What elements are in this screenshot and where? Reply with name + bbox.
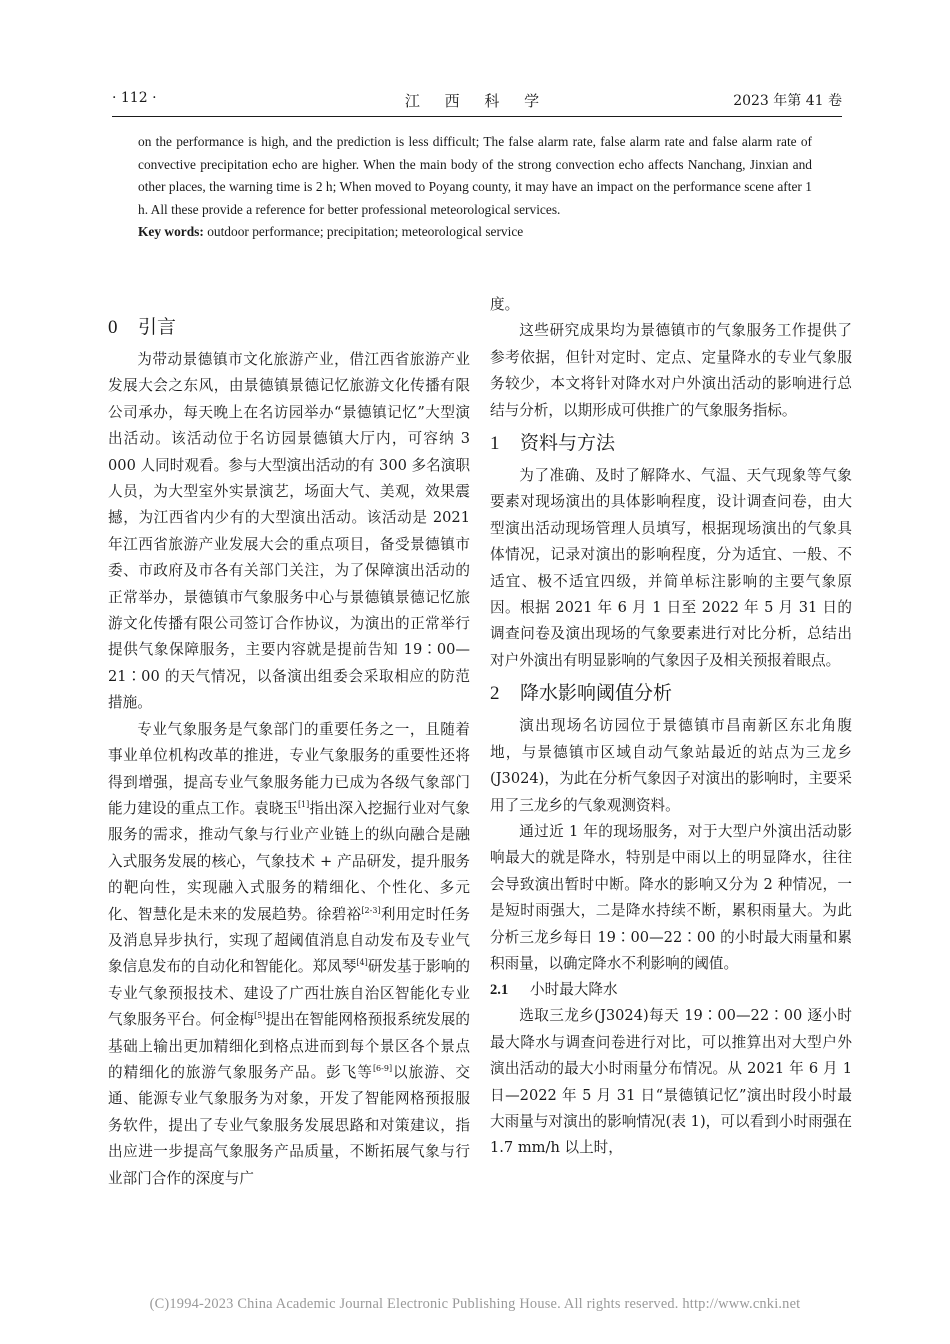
section-number: 0 [108,317,118,338]
citation[interactable]: [5] [254,1011,266,1021]
text-run: 利用定时任务及消息异步执行，实现了超阈值消息自动发布及专业气象信息发布的自动化和智能化。郑凤琴 [108,905,470,976]
paragraph: 通过近 1 年的现场服务，对于大型户外演出活动影响最大的就是降水，特别是中雨以上的明显降水，往往会导致演出暂时中断。降水的影响又分为 2 种情况，一是短时雨强大，二是降水持续不断，累积雨量大。为此分析三龙乡每日 19∶00—22∶00 的小时最大雨量和累积雨量，以确定降水不利影响的阈值。 [490,822,852,972]
journal-title: 江 西 科 学 [404,92,550,110]
text-run: 专业气象服务是气象部门的重要任务之一，且随着事业单位机构改革的推进，专业气象服务的重要性还将得到增强，提高专业气象服务能力已成为各级气象部门能力建设的重点工作。袁晓玉 [108,720,470,817]
paragraph: 选取三龙乡(J3024)每天 19∶00—22∶00 逐小时最大降水与调查问卷进行对比，可以推算出对大型户外演出活动的最大小时雨量分布情况。从 2021 年 6 月 1 日—2022 年 5 月 31 日“景德镇记忆”演出时段小时最大雨量与对演出的影响情况(表 1)，可以看到小时雨强在 1.7 mm/h 以上时， [490,1007,852,1157]
text-run: 指出深入挖掘行业对气象服务的需求，推动气象与行业产业链上的纵向融合是融入式服务发展的核心，气象技术 + 产品研发，提升服务的靶向性，实现融入式服务的精细化、个性化、多元化、智慧化是未来的发展趋势。徐碧裕 [108,799,470,923]
section-heading-2 [490,678,852,709]
citation[interactable]: [6-9] [372,1063,393,1073]
header-rule [112,116,842,117]
section-title: 降水影响阈值分析 [520,682,673,705]
page-number: · 112 · [112,90,157,106]
section-number: 2 [490,683,500,705]
left-column [108,308,470,1192]
citation[interactable]: [2-3] [361,905,381,915]
issue-info: 2023 年第 41 卷 [733,93,842,109]
keywords-text: outdoor performance; precipitation; meteorological service [203,224,524,240]
paragraph [108,717,470,1192]
text-run: 以旅游、交通、能源专业气象服务为对象，开发了智能网格预报服务软件，提出了专业气象服务发展思路和对策建议，指出应进一步提高气象服务产品质量，不断拓展气象与行业部门合作的深度与广 [108,1063,470,1187]
paragraph: 为带动景德镇市文化旅游产业，借江西省旅游产业发展大会之东风，由景德镇景德记忆旅游文化传播有限公司承办，每天晚上在名访园举办“景德镇记忆”大型演出活动。该活动位于名访园景德镇大厅内，可容纳 3 000 人同时观看。参与大型演出活动的有 300 多名演职人员，为大型室外实景演艺，场面大气、美观，效果震撼，为江西省内少有的大型演出活动。该活动是 2021 年江西省旅游产业发展大会的重点项目，备受景德镇市委、市政府及市各有关部门关注，为了保障演出活动的正常举办，景德镇市气象服务中心与景德镇景德记忆旅游文化传播有限公司签订合作协议，为演出的正常举行提供气象保障服务，主要内容就是提前告知 19∶00—21∶00 的天气情况，以备演出组委会采取相应的防范措施。 [108,351,470,712]
text-run: 研发基于影响的专业气象预报技术、建设了广西壮族自治区智能化专业气象服务平台。何金梅 [108,958,470,1029]
section-heading-0 [108,312,470,343]
subsection-heading-2-1 [490,977,852,1003]
text-run: 提出在智能网格预报系统发展的基础上输出更加精细化到格点进而到每个景区各个景点的精细化的旅游气象服务产品。彭飞等 [108,1011,470,1081]
copyright-footer: (C)1994-2023 China Academic Journal Electronic Publishing House. All rights reserved. http://www.cnki.net [149,1296,801,1312]
keywords-label: Key words: [138,224,204,240]
citation[interactable]: [4] [356,958,368,968]
running-header [112,90,842,116]
citation[interactable]: [1] [297,799,310,809]
right-column [490,292,852,1162]
abstract-text: on the performance is high, and the prediction is less difficult; The false alarm rate, false alarm rate and false alarm rate of convective precipitation echo are higher. When the main body of the strong convection echo affects Nanchang, Jinxian and other places, the warning time is 2 h; When moved to Poyang county, it may have an impact on the performance scene after 1 h. All these provide a reference for better professional meteorological services. [138,134,812,217]
paragraph: 为了准确、及时了解降水、气温、天气现象等气象要素对现场演出的具体影响程度，设计调查问卷，由大型演出活动现场管理人员填写，根据现场演出的气象具体情况，记录对演出的影响程度，分为适宜、一般、不适宜、极不适宜四级，并简单标注影响的主要气象原因。根据 2021 年 6 月 1 日至 2022 年 5 月 31 日的调查问卷及演出现场的气象要素进行对比分析，总结出对户外演出有明显影响的气象因子及相关预报着眼点。 [490,467,852,669]
paragraph-continuation: 度。 [490,296,520,313]
section-number: 1 [490,433,500,455]
paragraph: 这些研究成果均为景德镇市的气象服务工作提供了参考依据，但针对定时、定点、定量降水的专业气象服务较少，本文将针对降水对户外演出活动的影响进行总结与分析，以期形成可供推广的气象服务指标。 [490,322,852,419]
paragraph: 演出现场名访园位于景德镇市昌南新区东北角腹地，与景德镇市区域自动气象站最近的站点为三龙乡(J3024)，为此在分析气象因子对演出的影响时，主要采用了三龙乡的气象观测资料。 [490,717,852,814]
section-title: 资料与方法 [520,432,616,455]
section-title: 引言 [138,316,177,338]
english-abstract [138,131,812,244]
keywords [138,221,812,244]
section-heading-1 [490,428,852,459]
subsection-title: 小时最大降水 [530,981,618,999]
subsection-number: 2.1 [490,982,509,999]
